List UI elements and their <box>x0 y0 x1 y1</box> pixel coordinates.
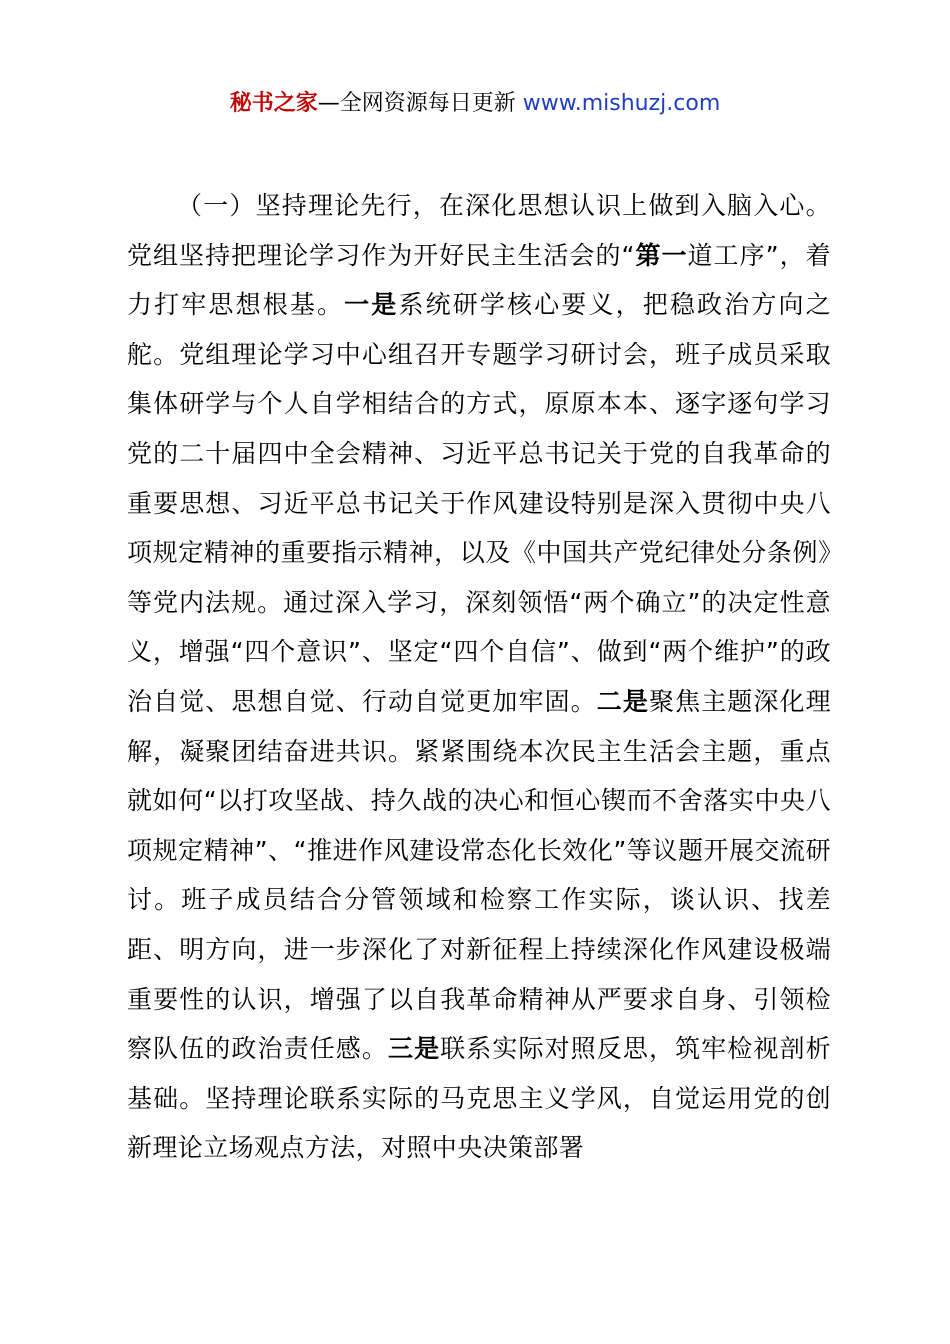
brand-name: 秘书之家 <box>229 91 318 116</box>
text-segment: 系统研学核心要义，把稳政治方向之舵。党组理论学习中心组召开专题学习研讨会，班子成员采取集体研学与个人自学相结合的方式，原原本本、逐字逐句学习党的二十届四中全会精神、习近平总书记关于党的自我革命的重要思想、习近平总书记关于作风建设特别是深入贯彻中央八项规定精神的重要指示精神，以及《中国共产党纪律处分条例》等党内法规。通过深入学习，深刻领悟“两个确立”的决定性意义，增强“四个意识”、坚定“四个自信”、做到“两个维护”的政治自觉、思想自觉、行动自觉更加牢固。 <box>127 290 832 716</box>
text-segment: 联系实际对照反思，筑牢检视剖析基础。坚持理论联系实际的马克思主义学风，自觉运用党的创新理论立场观点方法，对照中央决策部署 <box>127 1034 831 1163</box>
text-segment: 聚焦主题深化理解，凝聚团结奋进共识。紧紧围绕本次民主生活会主题，重点就如何“以打攻坚战、持久战的决心和恒心锲而不舍落实中央八项规定精神”、“推进作风建设常态化长效化”等议题开展交流研讨。班子成员结合分管领域和检察工作实际，谈认识、找差距、明方向，进一步深化了对新征程上持续深化作风建设极端重要性的认识，增强了以自我革命精神从严要求自身、引领检察队伍的政治责任感。 <box>127 686 831 1064</box>
body-paragraph <box>127 181 831 1173</box>
site-url-link[interactable]: www.mishuzj.com <box>522 91 721 116</box>
text-segment: （一）坚持理论先行，在深化思想认识上做到入脑入心。党组坚持把理论学习作为开好民主生活会的“ <box>127 191 831 270</box>
text-segment: 道工序”，着力打牢思想根基。 <box>127 240 831 320</box>
bold-text-segment: 一是 <box>344 290 399 320</box>
bold-text-segment: 三是 <box>387 1034 441 1064</box>
bold-text-segment: 二是 <box>596 686 649 716</box>
site-header <box>0 86 950 122</box>
header-slogan: —全网资源每日更新 <box>317 91 523 116</box>
bold-text-segment: 第一 <box>634 240 688 270</box>
